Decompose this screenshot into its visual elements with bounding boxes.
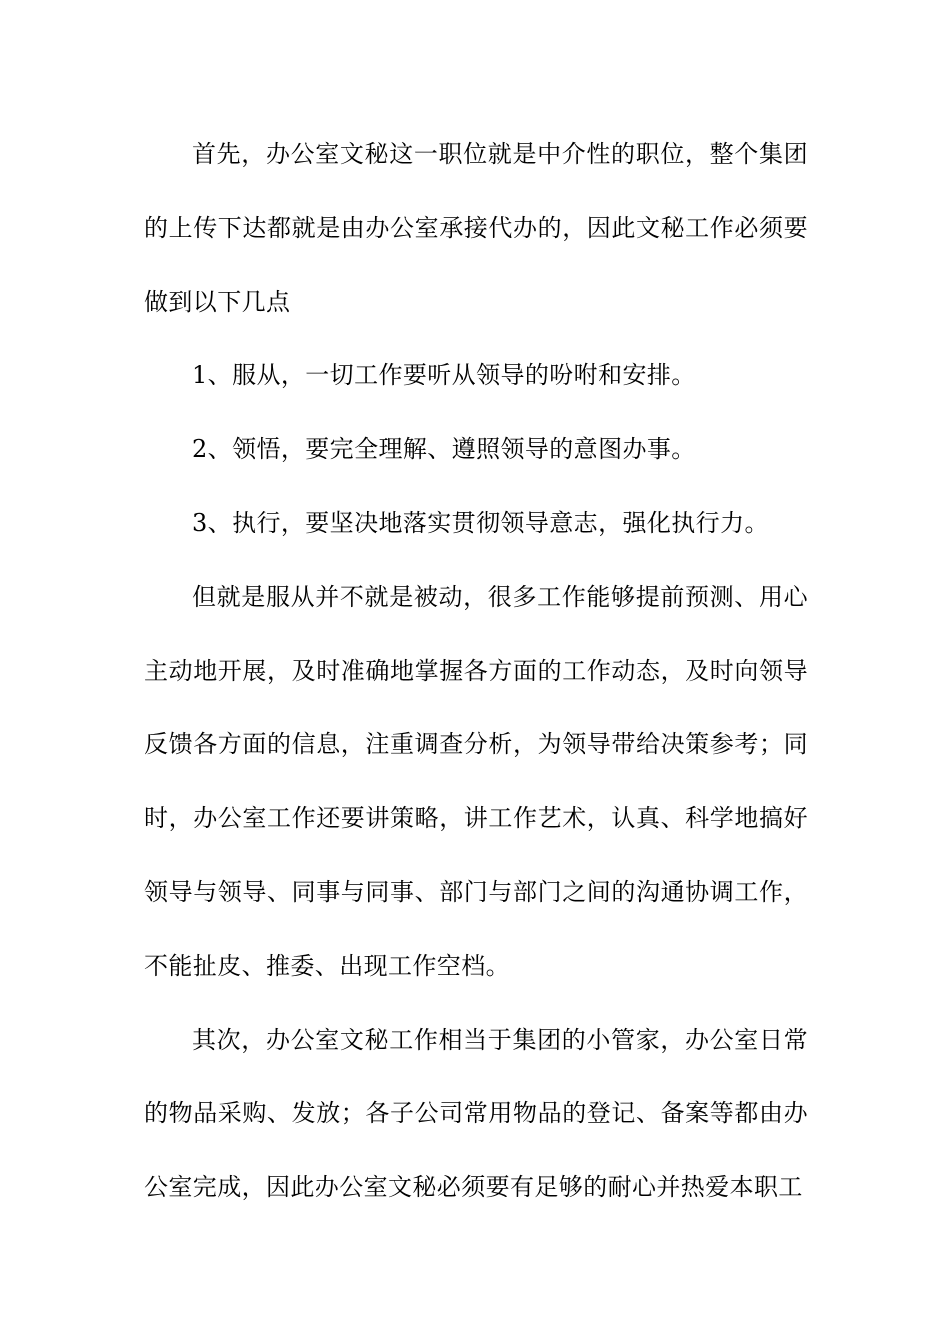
paragraph-second: 其次，办公室文秘工作相当于集团的小管家，办公室日常的物品采购、发放；各子公司常用物品的登记、备案等都由办公室完成，因此办公室文秘必须要有足够的耐心并热爱本职工 (144, 1025, 808, 1202)
document-body (144, 118, 808, 1225)
paragraph-point-2: 2、领悟，要完全理解、遵照领导的意图办事。 (192, 435, 696, 464)
paragraph-point-3: 3、执行，要坚决地落实贯彻领导意志，强化执行力。 (192, 508, 769, 537)
paragraph-point-1: 1、服从，一切工作要听从领导的吩咐和安排。 (192, 361, 696, 390)
paragraph-intro: 首先，办公室文秘这一职位就是中介性的职位，整个集团的上传下达都就是由办公室承接代办的，因此文秘工作必须要做到以下几点 (144, 140, 808, 316)
paragraph-initiative: 但就是服从并不就是被动，很多工作能够提前预测、用心主动地开展，及时准确地掌握各方面的工作动态，及时向领导反馈各方面的信息，注重调查分析，为领导带给决策参考；同时，办公室工作还要讲策略，讲工作艺术，认真、科学地搞好领导与领导、同事与同事、部门与部门之间的沟通协调工作，不能扯皮、推委、出现工作空档。 (144, 582, 808, 980)
